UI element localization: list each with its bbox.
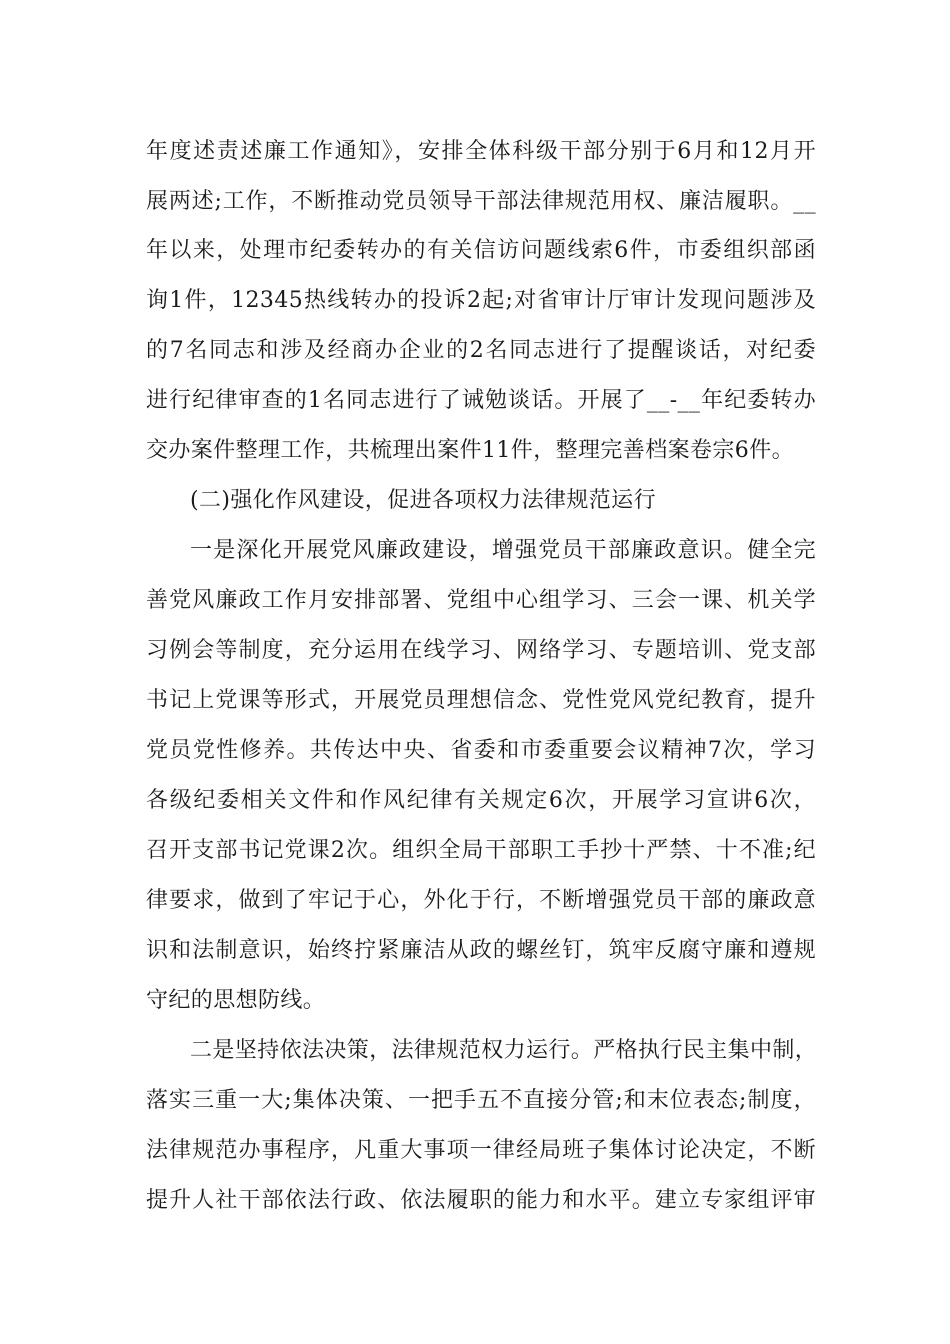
paragraph-line: 召开支部书记党课2次。组织全局干部职工手抄十严禁、十不准;纪 [146,838,816,863]
paragraph-line: 交办案件整理工作，共梳理出案件11件，整理完善档案卷宗6件。 [146,438,794,463]
paragraph-line: 一是深化开展党风廉政建设，增强党员干部廉政意识。健全完 [190,538,816,563]
paragraph-line: 展两述;工作，不断推动党员领导干部法律规范用权、廉洁履职。__ [146,189,816,214]
paragraph-line: 善党风廉政工作月安排部署、党组中心组学习、三会一课、机关学 [146,588,816,613]
paragraph-line: 年度述责述廉工作通知》，安排全体科级干部分别于6月和12月开 [146,139,816,164]
paragraph-line: 律要求，做到了牢记于心，外化于行，不断增强党员干部的廉政意 [146,888,816,913]
section-heading: (二)强化作风建设，促进各项权力法律规范运行 [190,488,656,513]
paragraph-line: 守纪的思想防线。 [146,988,326,1013]
paragraph-line: 的7名同志和涉及经商办企业的2名同志进行了提醒谈话，对纪委 [146,338,816,363]
paragraph-line: 党员党性修养。共传达中央、省委和市委重要会议精神7次，学习 [146,738,816,763]
paragraph-line: 提升人社干部依法行政、依法履职的能力和水平。建立专家组评审 [146,1188,816,1213]
paragraph-line: 进行纪律审查的1名同志进行了诫勉谈话。开展了__-__年纪委转办 [146,388,816,413]
paragraph-line: 落实三重一大;集体决策、一把手五不直接分管;和末位表态;制度， [146,1088,816,1113]
paragraph-line: 各级纪委相关文件和作风纪律有关规定6次，开展学习宣讲6次， [146,788,816,813]
paragraph-line: 年以来，处理市纪委转办的有关信访问题线索6件，市委组织部函 [146,238,816,263]
paragraph-line: 二是坚持依法决策，法律规范权力运行。严格执行民主集中制， [190,1038,818,1063]
paragraph-line: 识和法制意识，始终拧紧廉洁从政的螺丝钉，筑牢反腐守廉和遵规 [146,938,816,963]
paragraph-line: 习例会等制度，充分运用在线学习、网络学习、专题培训、党支部 [146,638,816,663]
paragraph-line: 书记上党课等形式，开展党员理想信念、党性党风党纪教育，提升 [146,688,816,713]
paragraph-line: 询1件，12345热线转办的投诉2起;对省审计厅审计发现问题涉及 [146,288,816,313]
paragraph-line: 法律规范办事程序，凡重大事项一律经局班子集体讨论决定，不断 [146,1138,816,1163]
